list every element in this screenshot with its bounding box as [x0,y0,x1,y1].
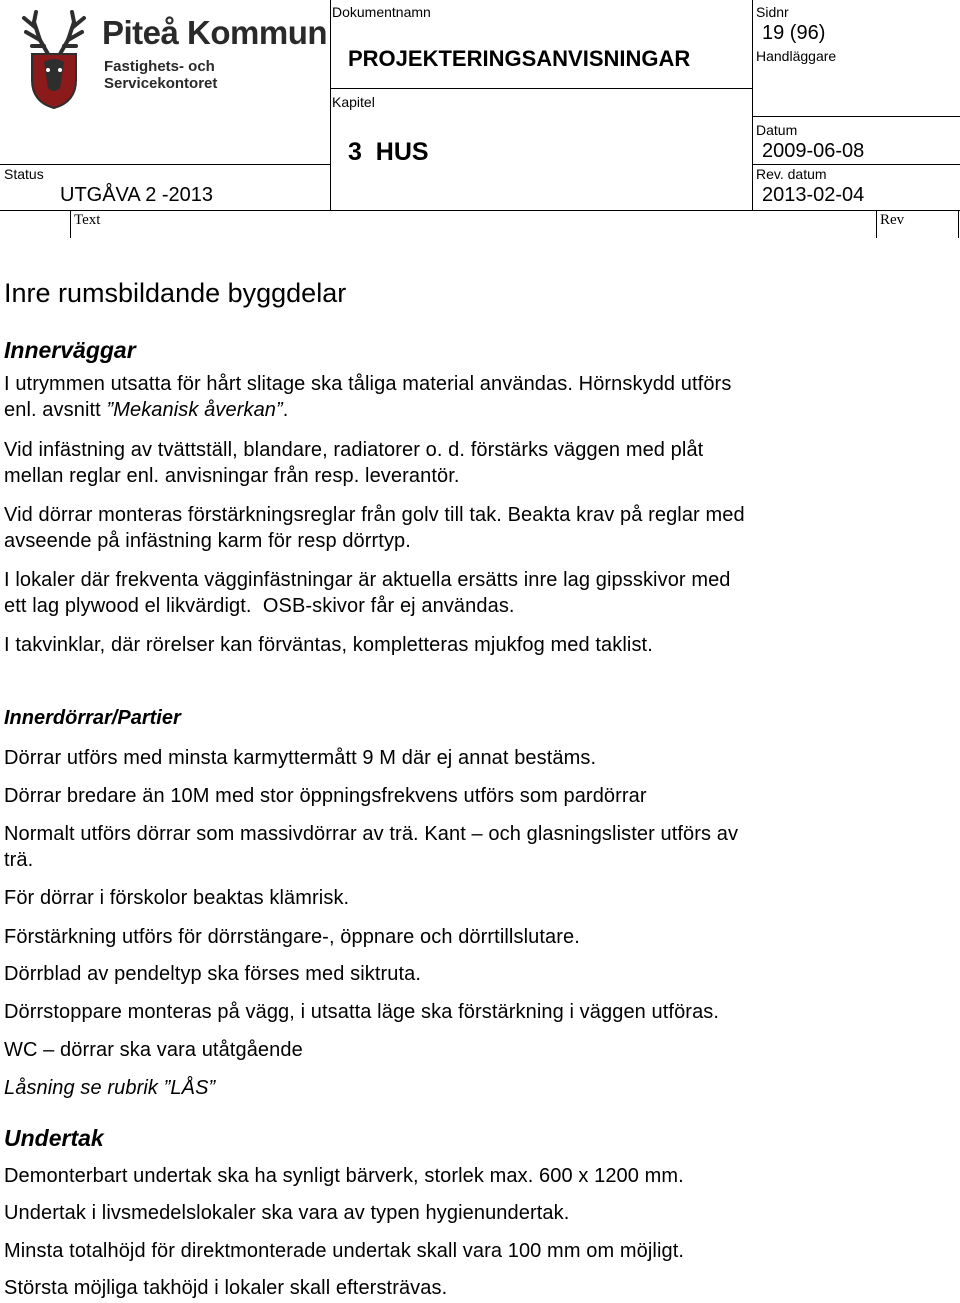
header-line-status [0,164,330,165]
logo-title: Piteå Kommun [102,14,328,51]
rev-column-label: Rev [880,212,905,228]
doors-paragraph-2: Dörrar bredare än 10M med stor öppningsfrekvens utförs som pardörrar [4,785,647,807]
rev-date-label: Rev. datum [756,166,827,182]
pitea-kommun-logo [14,10,329,110]
ceiling-paragraph-4: Största möjliga takhöjd i lokaler skall eftersträvas. [4,1277,448,1299]
doors-paragraph-5: Förstärkning utförs för dörrstängare-, öppnare och dörrtillslutare. [4,926,580,948]
status-value: UTGÅVA 2 -2013 [60,184,214,206]
doors-paragraph-7: Dörrstoppare monteras på vägg, i utsatta läge ska förstärkning i väggen utföras. [4,1001,720,1023]
reindeer-emblem-icon [14,10,94,110]
date-label: Datum [756,122,798,138]
walls-reference-link: ”Mekanisk åverkan” [106,399,283,421]
rev-col-divider [876,210,877,238]
walls-paragraph-5: I takvinklar, där rörelser kan förväntas, kompletteras mjukfog med taklist. [4,634,653,656]
doors-paragraph-1: Dörrar utförs med minsta karmyttermått 9 M där ej annat bestäms. [4,747,597,769]
header-line-chapter [330,88,752,89]
ceiling-paragraph-1: Demonterbart undertak ska ha synligt bärverk, storlek max. 600 x 1200 mm. [4,1165,684,1187]
section-heading-ceiling: Undertak [4,1125,104,1151]
doors-paragraph-9: Låsning se rubrik ”LÅS” [4,1077,216,1099]
walls-paragraph-4-line-2: ett lag plywood el likvärdigt. OSB-skivor får ej användas. [4,595,515,617]
page-number: 19 (96) [762,22,826,44]
header-divider-left [330,0,331,210]
doors-paragraph-3-line-1: Normalt utförs dörrar som massivdörrar av trä. Kant – och glasningslister utförs av [4,823,739,845]
text-col-divider [70,210,71,238]
walls-paragraph-1-line-1: I utrymmen utsatta för hårt slitage ska tåliga material användas. Hörnskydd utförs [4,373,732,395]
walls-paragraph-4-line-1: I lokaler där frekventa vägginfästningar är aktuella ersätts inre lag gipsskivor med [4,569,731,591]
section-heading-doors: Innerdörrar/Partier [4,707,181,729]
ceiling-paragraph-2: Undertak i livsmedelslokaler ska vara av typen hygienundertak. [4,1202,570,1224]
walls-paragraph-1-line-2 [4,397,288,423]
chapter-label: Kapitel [332,94,375,110]
main-title: Inre rumsbildande byggdelar [4,278,347,308]
doc-name: PROJEKTERINGSANVISNINGAR [348,46,691,71]
status-label: Status [4,166,44,182]
date-value: 2009-06-08 [762,140,865,162]
doors-paragraph-8: WC – dörrar ska vara utåtgående [4,1039,303,1061]
doors-paragraph-4: För dörrar i förskolor beaktas klämrisk. [4,887,350,909]
header-line-revdate [752,164,960,165]
walls-reference-suffix: . [282,399,289,421]
logo-subtitle: Fastighets- och Servicekontoret [104,58,218,92]
doors-paragraph-6: Dörrblad av pendeltyp ska förses med siktruta. [4,963,422,985]
doors-paragraph-3-line-2: trä. [4,849,34,871]
walls-paragraph-3-line-1: Vid dörrar monteras förstärkningsreglar från golv till tak. Beakta krav på reglar med [4,504,745,526]
doc-name-label: Dokumentnamn [332,4,431,20]
walls-paragraph-3-line-2: avseende på infästning karm för resp dörrtyp. [4,530,411,552]
header-line-bottom [0,210,960,211]
handler-label: Handläggare [756,48,837,64]
chapter: 3 HUS [348,138,429,166]
section-heading-walls: Innerväggar [4,337,136,363]
rev-date-value: 2013-02-04 [762,184,865,206]
walls-reference-prefix: enl. avsnitt [4,399,107,421]
page-label: Sidnr [756,4,789,20]
walls-paragraph-2-line-1: Vid infästning av tvättställ, blandare, radiatorer o. d. förstärks väggen med plåt [4,439,704,461]
header-divider-right [752,0,753,210]
text-column-label: Text [74,212,101,228]
header-line-date [752,116,960,117]
walls-paragraph-2-line-2: mellan reglar enl. anvisningar från resp. leverantör. [4,465,460,487]
ceiling-paragraph-3: Minsta totalhöjd för direktmonterade undertak skall vara 100 mm om möjligt. [4,1240,685,1262]
right-col-divider [958,210,959,238]
